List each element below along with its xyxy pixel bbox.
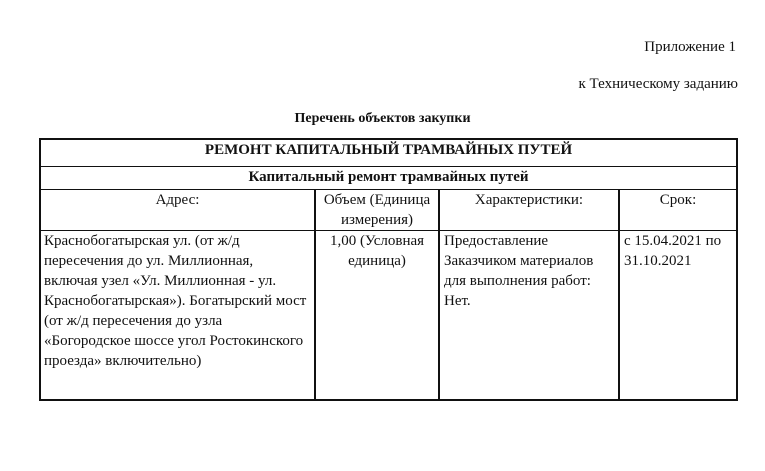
subsection-title-row	[40, 167, 737, 190]
cell-characteristics: Предоставление Заказчиком материалов для выполнения работ: Нет.	[439, 231, 619, 401]
column-header-address: Адрес:	[40, 190, 315, 231]
column-header-term: Срок:	[619, 190, 737, 231]
table-row	[40, 231, 737, 401]
section-title-row	[40, 139, 737, 167]
list-title: Перечень объектов закупки	[294, 111, 471, 126]
cell-address: Краснобогатырская ул. (от ж/д пересечения до ул. Миллионная, включая узел «Ул. Миллионная - ул. Краснобогатырская»). Богатырский мост (от ж/д пересечения до узла «Богородское шоссе угол Ростокинского проезда» включительно)	[40, 231, 315, 401]
subsection-title: Капитальный ремонт трамвайных путей	[40, 167, 737, 190]
technical-task-reference: к Техническому заданию	[578, 76, 738, 92]
section-title: РЕМОНТ КАПИТАЛЬНЫЙ ТРАМВАЙНЫХ ПУТЕЙ	[40, 139, 737, 167]
column-header-row	[40, 190, 737, 231]
procurement-objects-table	[39, 138, 738, 401]
appendix-label: Приложение 1	[644, 39, 736, 55]
cell-term: с 15.04.2021 по 31.10.2021	[619, 231, 737, 401]
column-header-volume: Объем (Единица измерения)	[315, 190, 439, 231]
column-header-characteristics: Характеристики:	[439, 190, 619, 231]
cell-volume: 1,00 (Условная единица)	[315, 231, 439, 401]
